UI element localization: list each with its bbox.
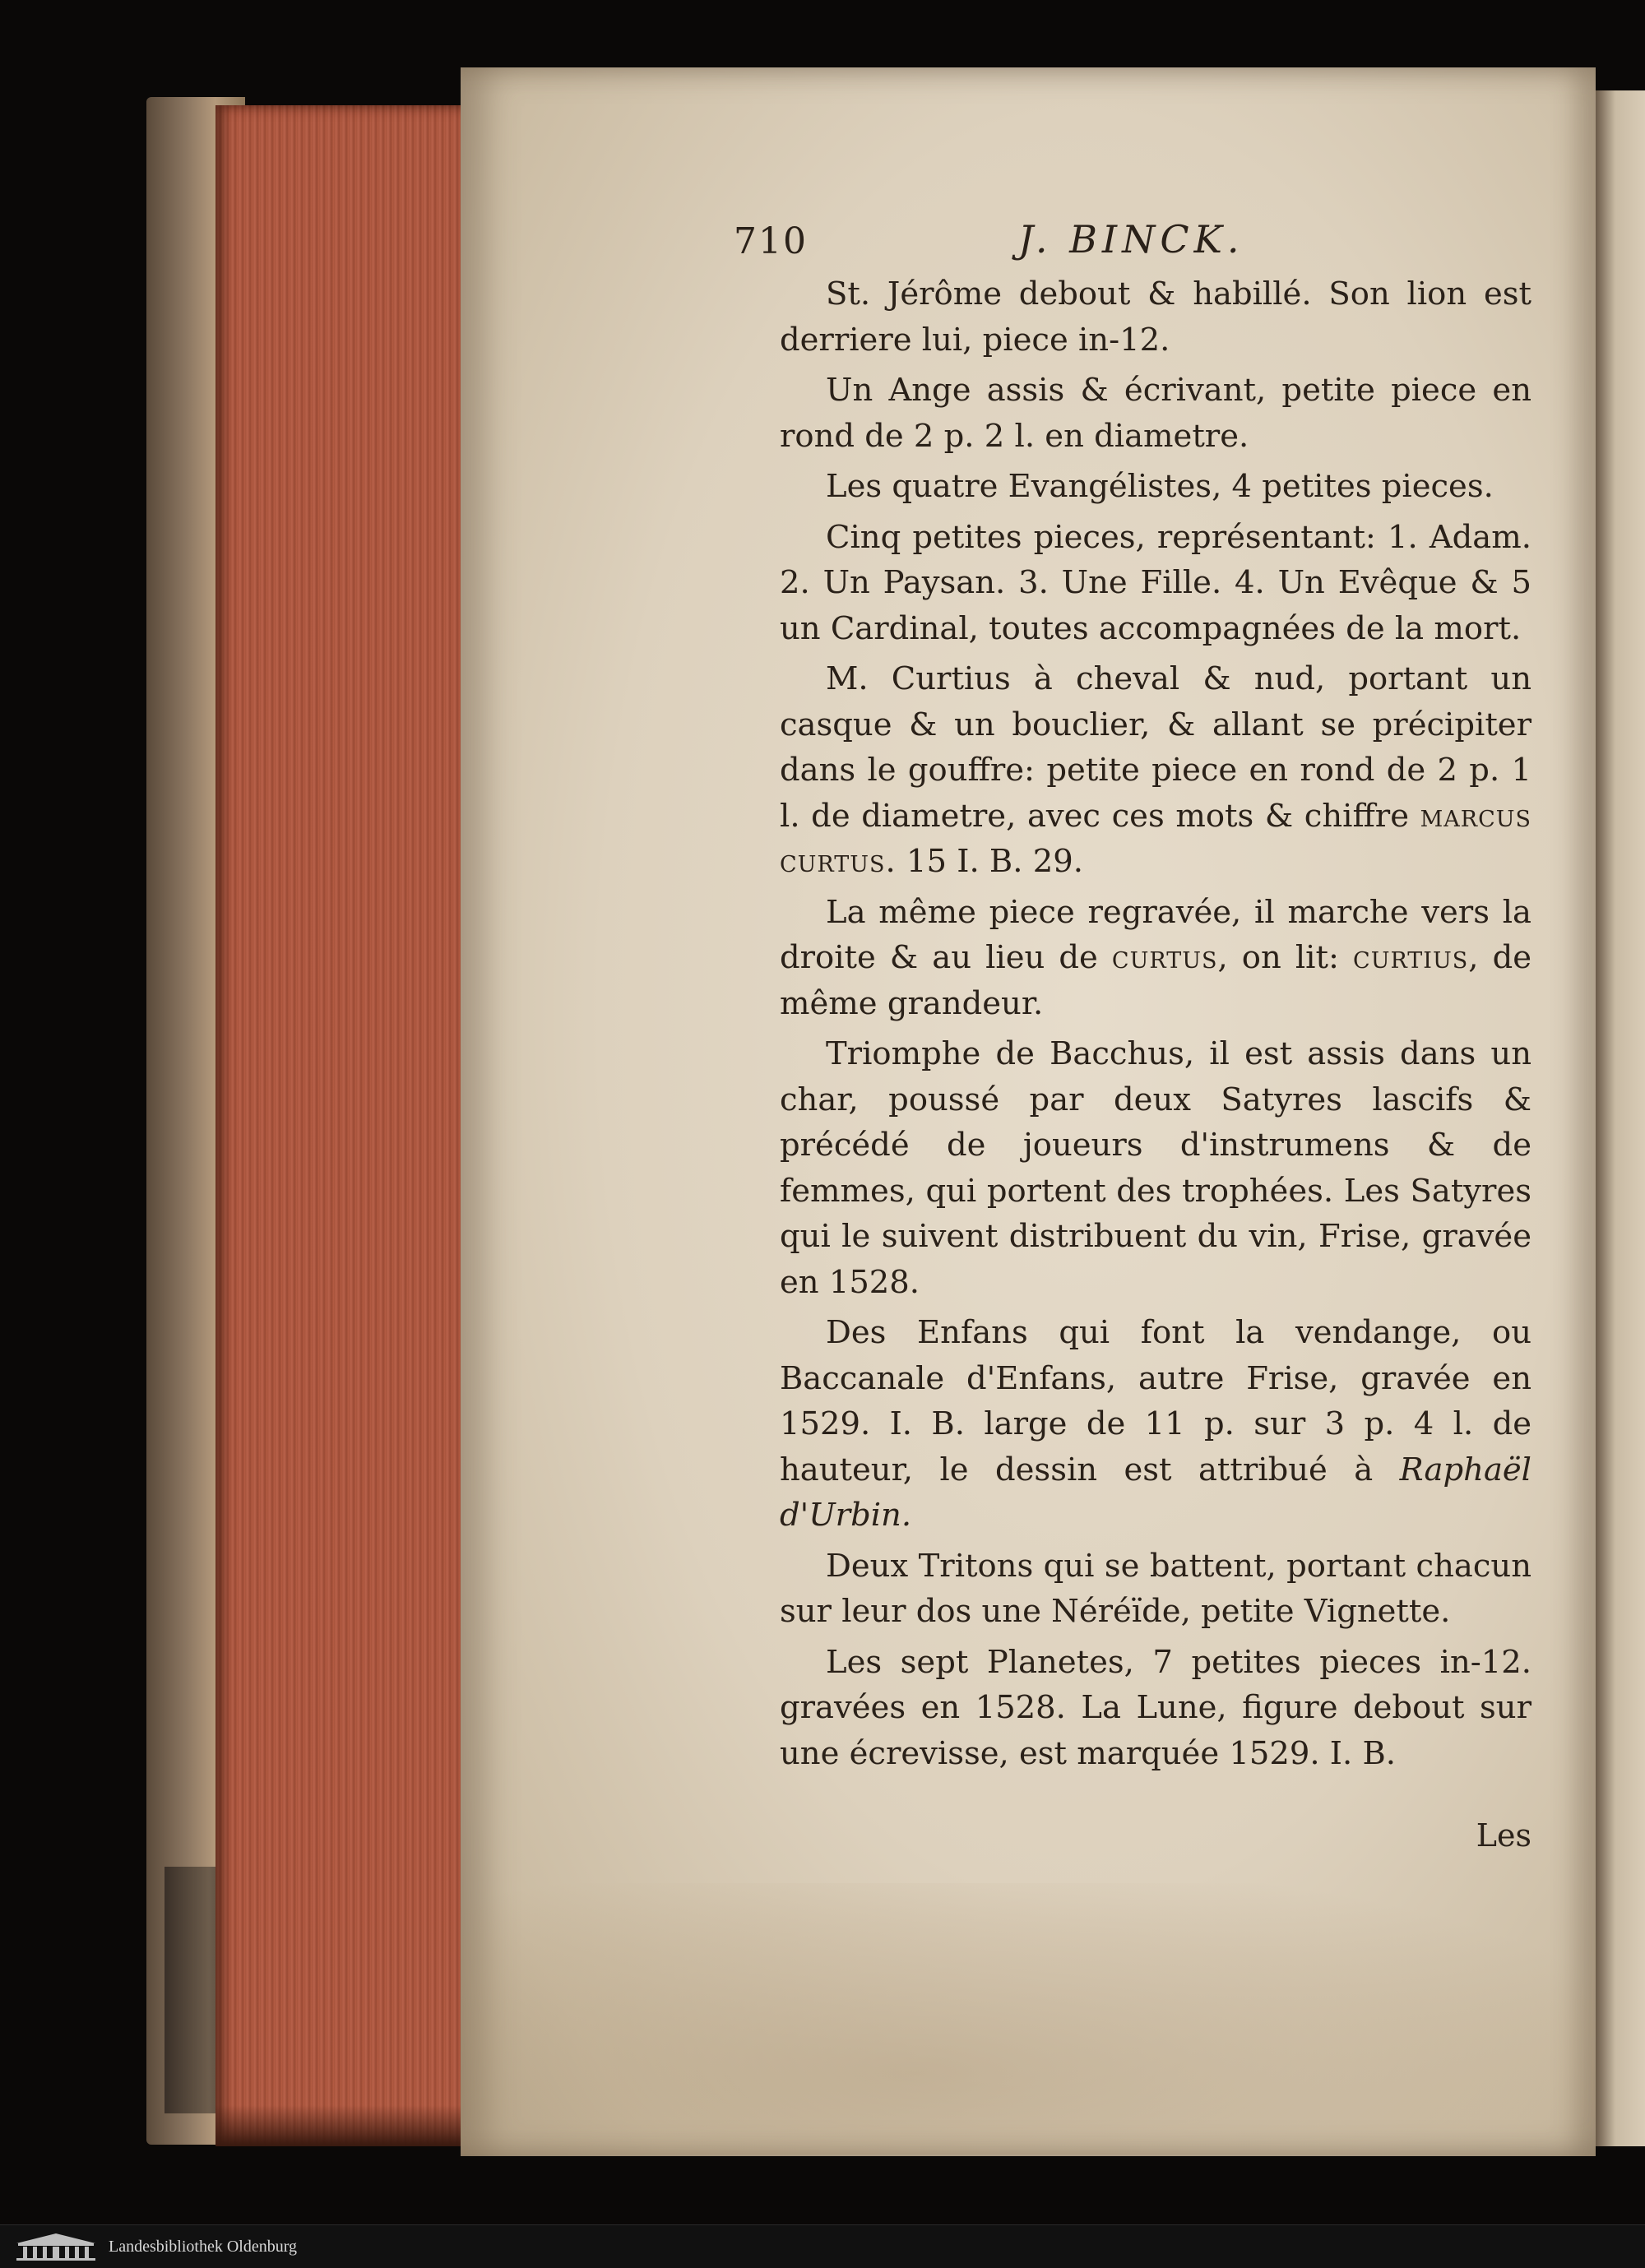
catalogue-entry bbox=[780, 515, 1531, 652]
catalogue-entry bbox=[780, 271, 1531, 363]
catalogue-entry bbox=[780, 656, 1531, 885]
page-header bbox=[734, 206, 1531, 271]
small-caps-text: marcus curtus. bbox=[780, 797, 1531, 880]
library-name: Landesbibliothek Oldenburg bbox=[109, 2238, 298, 2256]
entry-text: St. Jérôme debout & habillé. Son lion est derriere lui, piece in-12. bbox=[780, 275, 1531, 359]
catalogue-entry bbox=[780, 368, 1531, 459]
small-caps-text: curtius bbox=[1353, 939, 1469, 976]
entry-text: , de même grandeur. bbox=[780, 939, 1531, 1022]
entry-text: , on lit: bbox=[1217, 939, 1354, 976]
page-number: 710 bbox=[734, 220, 808, 262]
page-text-block bbox=[734, 206, 1531, 1854]
catalogue-entry bbox=[780, 1031, 1531, 1305]
entry-text: Un Ange assis & écrivant, petite piece en rond de 2 p. 2 l. en diametre. bbox=[780, 372, 1531, 455]
catalogue-entry bbox=[780, 890, 1531, 1027]
page-block-shadow bbox=[215, 2105, 480, 2146]
catalogue-entry bbox=[780, 464, 1531, 510]
footer-bar bbox=[0, 2224, 1645, 2268]
entry-text: Deux Tritons qui se battent, portant chacun sur leur dos une Néréïde, petite Vignette. bbox=[780, 1547, 1531, 1630]
catalogue-entry bbox=[780, 1310, 1531, 1539]
facing-page-edge bbox=[1596, 90, 1645, 2146]
water-stain bbox=[461, 1883, 1596, 2155]
entry-text: Des Enfans qui font la vendange, ou Baccanale d'Enfans, autre Frise, gravée en 1529. I. B. large de 11 p. sur 3 p. 4 l. de hauteur, le dessin est attribué à bbox=[780, 1314, 1531, 1488]
italic-text: Raphaël d'Urbin. bbox=[780, 1451, 1531, 1534]
entry-text: Les quatre Evangélistes, 4 petites pieces. bbox=[826, 468, 1494, 505]
entry-list bbox=[780, 271, 1531, 1776]
page-block-edge bbox=[215, 105, 480, 2146]
running-title: J. BINCK. bbox=[1018, 217, 1244, 262]
library-building-icon bbox=[13, 2232, 99, 2261]
entry-text: Triomphe de Bacchus, il est assis dans un char, poussé par deux Satyres lascifs & précédé de joueurs d'instrumens & de femmes, qui portent des trophées. Les Satyres qui le suivent distribuent du vin, Frise, gravée en 1528. bbox=[780, 1035, 1531, 1301]
catalogue-entry bbox=[780, 1544, 1531, 1635]
entry-text: M. Curtius à cheval & nud, portant un casque & un bouclier, & allant se précipiter dans le gouffre: petite piece en rond de 2 p. 1 l. de diametre, avec ces mots & chiffre bbox=[780, 660, 1531, 835]
entry-text: La même piece regravée, il marche vers la droite & au lieu de bbox=[780, 893, 1531, 976]
catchword: Les bbox=[1476, 1817, 1531, 1854]
small-caps-text: curtus bbox=[1111, 939, 1218, 976]
entry-text: 15 I. B. 29. bbox=[896, 843, 1083, 880]
entry-text: Les sept Planetes, 7 petites pieces in-12. gravées en 1528. La Lune, figure debout sur une écrevisse, est marquée 1529. I. B. bbox=[780, 1643, 1531, 1772]
entry-text: Cinq petites pieces, représentant: 1. Adam. 2. Un Paysan. 3. Une Fille. 4. Un Evêque & 5 un Cardinal, toutes accompagnées de la mort. bbox=[780, 518, 1531, 647]
catalogue-entry bbox=[780, 1640, 1531, 1777]
